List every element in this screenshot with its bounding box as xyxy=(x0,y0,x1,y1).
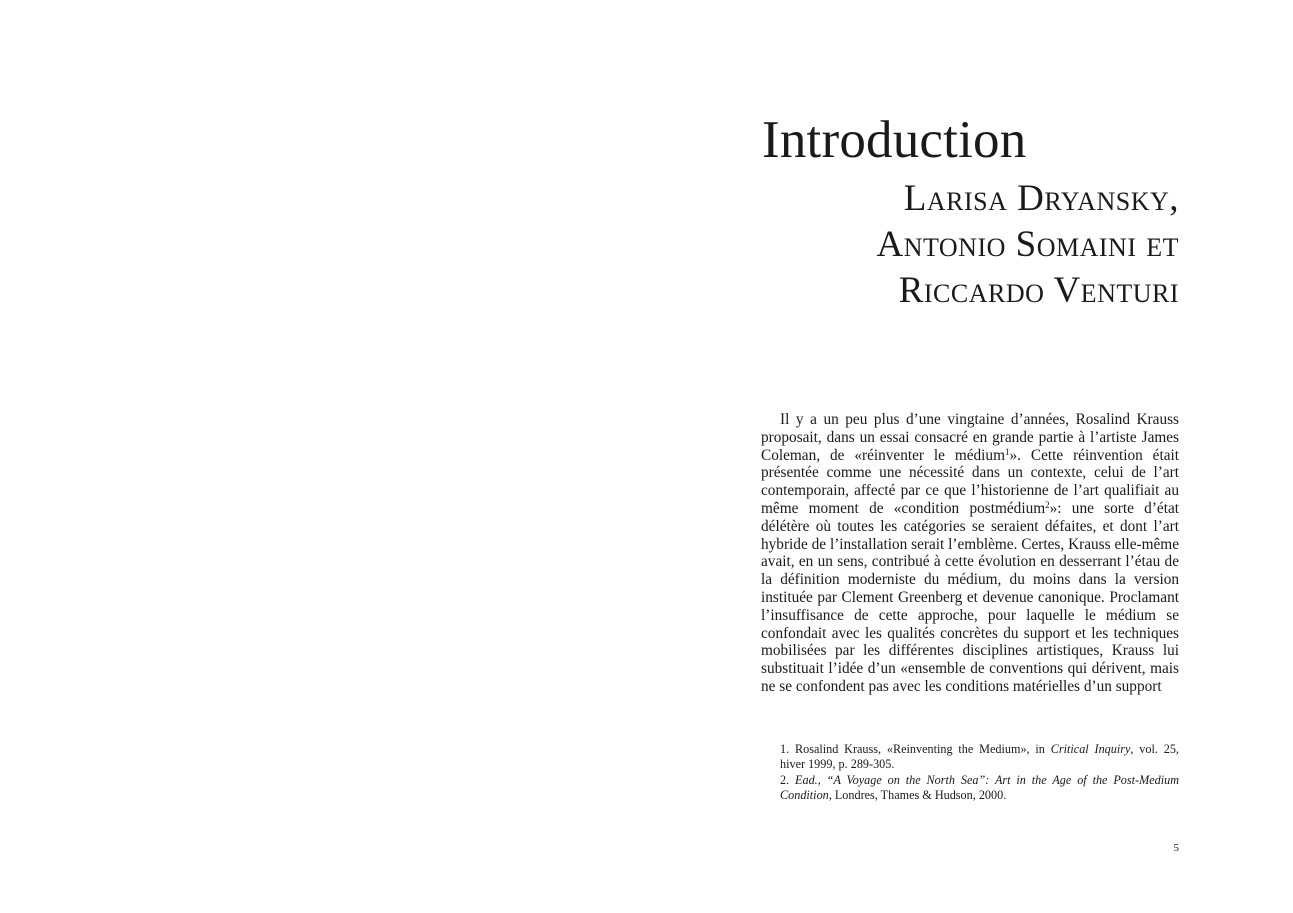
footnote-1 xyxy=(780,742,1179,773)
footnote-ref-1: 1 xyxy=(1004,446,1010,457)
chapter-title: Introduction xyxy=(762,111,1027,169)
footnote-italic: Critical Inquiry xyxy=(1050,742,1131,756)
footnote-text: , Londres, Thames & Hudson, 2000. xyxy=(828,788,1007,803)
body-text-part: Il y a un peu plus d’une vingtaine d’années, Rosalind Krauss proposait, dans un essai consacré en grande partie à l’artiste James Coleman, de «réinventer le médium xyxy=(761,411,1179,464)
footnote-ref-2: 2 xyxy=(1045,499,1050,510)
footnote-number: 2. xyxy=(780,772,790,787)
author-line: Larisa Dryansky, xyxy=(903,178,1179,219)
body-text-part: ». Cette réinvention était présentée comme une nécessité dans un contexte, celui de l’art contemporain, affecté par ce que l’historienne de l’art qualifiait au même moment de «condition postmédium xyxy=(761,446,1179,517)
author-line: Antonio Somaini et xyxy=(876,224,1179,265)
footnote-text: Rosalind Krauss, «Reinventing the Medium», in xyxy=(794,742,1051,756)
footnote-2 xyxy=(780,773,1179,804)
chapter-authors xyxy=(876,176,1179,314)
author-line: Riccardo Venturi xyxy=(898,270,1179,311)
page-number: 5 xyxy=(1173,842,1179,854)
body-text-part: »: une sorte d’état délétère où toutes les catégories se seraient défaites, et dont l’art hybride de l’installation serait l’emblème. Certes, Krauss elle-même avait, en un sens, contribué à cette évolution en desserrant l’étau de la définition moderniste du médium, du moins dans la version instituée par Clement Greenberg et devenue canonique. Proclamant l’insuffisance de cette approche, pour laquelle le médium se confondait avec les qualités concrètes du support et les techniques mobilisées par les différentes disciplines artistiques, Krauss lui substituait l’idée d’un «ensemble de conventions qui dérivent, mais ne se confondent pas avec les conditions matérielles d’un support xyxy=(761,499,1179,695)
footnotes xyxy=(780,742,1179,804)
footnote-italic: Ead., “A Voyage on the North Sea”: Art in the Age of the Post-Medium Condition xyxy=(780,772,1180,803)
footnote-text: , vol. 25, hiver 1999, p. 289-305. xyxy=(780,742,1179,772)
footnote-number: 1. xyxy=(780,742,790,756)
body-paragraph xyxy=(761,411,1179,696)
